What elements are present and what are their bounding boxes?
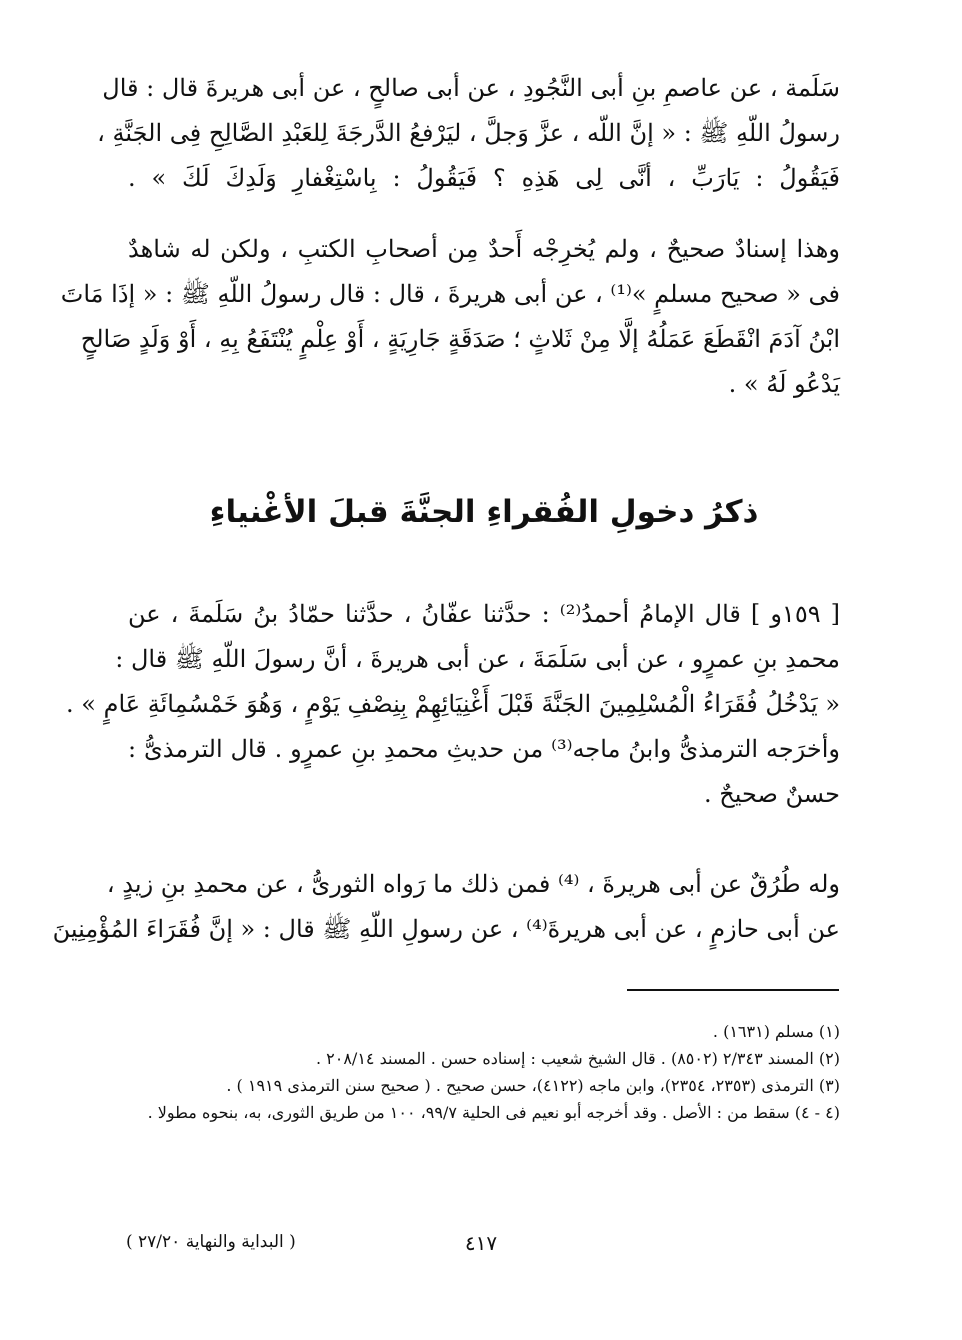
body-paragraph-3	[66, 592, 840, 817]
text-line: وأخرَجه الترمذىُّ وابنُ ماجه⁽³⁾ من حديثِ محمدِ بنِ عمرٍو . قال الترمذىُّ :	[128, 735, 840, 763]
text-line: حسنٌ صحيحٌ .	[703, 780, 840, 808]
footnote: (١) مسلم (١٦٣١) .	[712, 1022, 840, 1041]
text-line: [ ١٥٩و ] قال الإمامُ أحمدُ⁽²⁾ : حدَّثنا عفّانُ ، حدَّثنا حمّادُ بنُ سَلَمةَ ، عن	[128, 600, 840, 628]
text-line: ابْنُ آدَمَ انْقَطَعَ عَمَلُهُ إلَّا مِنْ ثَلاثٍ ؛ صَدَقَةٍ جَارِيَةٍ ، أَوْ عِلْمٍ يُنْتَفَعُ بِهِ ، أَوْ وَلَدٍ صَالحٍ	[80, 325, 840, 353]
footnotes	[128, 1018, 840, 1126]
text-line: محمدِ بنِ عمرٍو ، عن أبى سَلَمَةَ ، عن أبى هريرةَ ، أنَّ رسولَ اللّهِ ﷺ قال :	[115, 645, 840, 673]
book-reference: ( البداية والنهاية ٢٧/٢٠ )	[126, 1232, 296, 1252]
text-line: وهذا إسنادٌ صحيحٌ ، ولم يُخرِجْه أَحدٌ مِن أصحابِ الكتبِ ، ولكن له شاهدٌ	[128, 235, 840, 263]
page-number: ٤١٧	[464, 1231, 498, 1255]
body-paragraph-4	[52, 862, 840, 952]
text-line: « يَدْخُلُ فُقَرَاءُ الْمُسْلِمِينَ الجَنَّةَ قَبْلَ أَغْنِيَائِهِمْ بِنِصْفِ يَوْمٍ ، وَهُوَ خَمْسُمِائَةِ عَامٍ » .	[66, 690, 840, 718]
footnote: (٢) المسند ٢/٣٤٣ (٨٥٠٢) . قال الشيخ شعيب : إسناده حسن . المسند ٢٠٨/١٤ .	[315, 1049, 840, 1068]
footnote: (٤ - ٤) سقط من : الأصل . وقد أخرجه أبو نعيم فى الحلية ٩٩/٧، ١٠٠ من طريق الثورى، به، بنحوه مطولا .	[147, 1103, 840, 1122]
text-line: وله طُرُقٌ عن أبى هريرةَ ، ⁽⁴⁾ فمن ذلك ما رَواه الثورىُّ ، عن محمدِ بنِ زيدٍ ،	[106, 870, 840, 898]
text-line: سَلَمة ، عن عاصمِ بنِ أبى النَّجُودِ ، عن أبى صالحٍ ، عن أبى هريرةَ قال : قال	[102, 74, 840, 102]
footnote: (٣) الترمذى (٢٣٥٣، ٢٣٥٤)، وابن ماجه (٤١٢٢)، حسن صحيح . ( صحيح سنن الترمذى ١٩١٩ ) .	[226, 1076, 840, 1095]
text-line: فَيَقُولُ : يَارَبِّ ، أنَّى لِى هَذِهِ ؟ فَيَقُولُ : بِاسْتِغْفارِ وَلَدِكَ لَكَ » .	[128, 164, 840, 192]
body-paragraph-1	[97, 66, 840, 201]
text-line: يَدْعُو لَهُ » .	[728, 370, 840, 398]
footnote-divider	[627, 989, 839, 991]
text-line: فى « صحيح مسلمٍ »⁽¹⁾ ، عن أبى هريرةَ ، قال : قال رسولُ اللّهِ ﷺ : « إذَا مَاتَ	[60, 280, 840, 308]
body-paragraph-2	[60, 227, 840, 407]
section-heading: ذكرُ دخولِ الفُقراءِ الجنَّةَ قبلَ الأغْنياءِ	[209, 494, 759, 530]
text-line: عن أبى حازمٍ ، عن أبى هريرةَ⁽⁴⁾ ، عن رسولِ اللّهِ ﷺ قال : « إنَّ فُقَرَاءَ المُؤْمِنِينَ	[52, 915, 840, 943]
text-line: رسولُ اللّهِ ﷺ : « إنَّ اللّه ، عزَّ وَجلَّ ، ليَرْفعُ الدَّرجَةَ لِلعَبْدِ الصَّالِحِ فِى الجَنَّةِ ،	[97, 119, 840, 147]
